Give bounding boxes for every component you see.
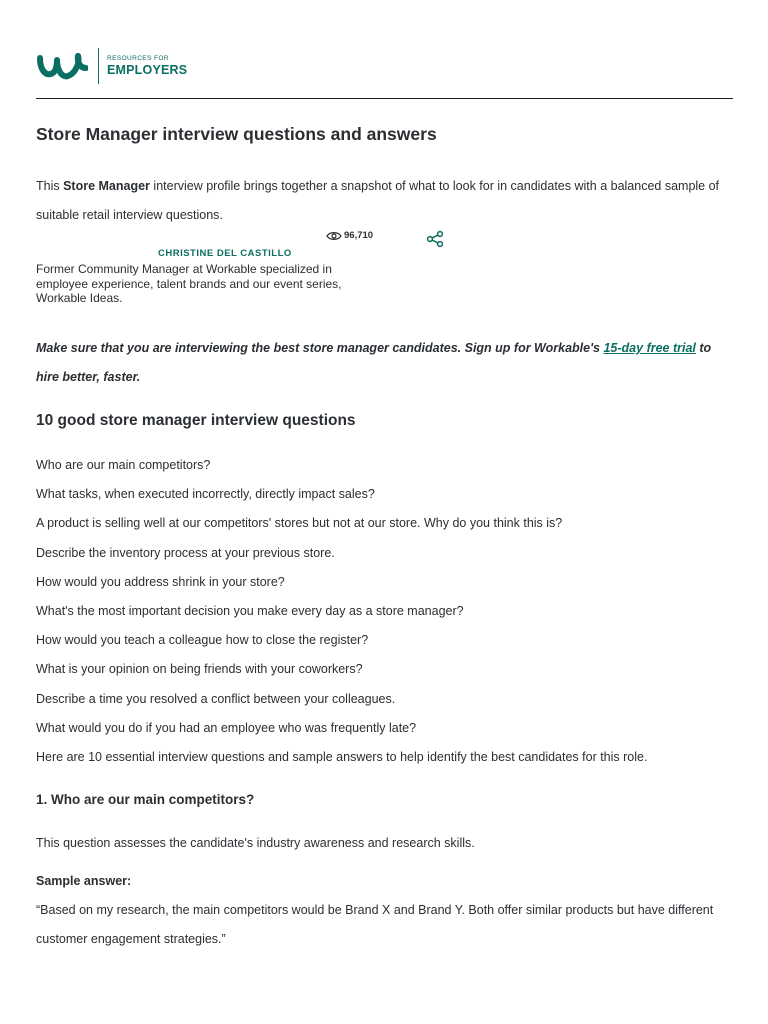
view-count-value: 96,710 xyxy=(344,230,374,241)
intro-suffix: interview profile brings together a snapshot of what to look for in candidates with a balanced sample of suitable retail interview questions. xyxy=(36,179,720,222)
question-list xyxy=(36,451,736,772)
sample-answer-label: Sample answer: xyxy=(36,874,132,888)
list-item: How would you address shrink in your store? xyxy=(36,574,285,589)
header-divider xyxy=(36,98,733,99)
list-item: How would you teach a colleague how to close the register? xyxy=(36,633,369,648)
brand-small-label: RESOURCES FOR xyxy=(107,55,169,62)
section1-assessment: This question assesses the candidate's industry awareness and research skills. xyxy=(36,836,475,850)
page-title: Store Manager interview questions and answers xyxy=(36,124,437,144)
brand-big-label: EMPLOYERS xyxy=(107,63,188,77)
list-item: A product is selling well at our competitors' stores but not at our store. Why do you think this is? xyxy=(36,516,563,531)
eye-icon xyxy=(326,231,342,241)
trial-cta xyxy=(36,334,736,392)
workable-w-icon[interactable] xyxy=(36,48,88,84)
questions-heading: 10 good store manager interview questions xyxy=(36,412,356,429)
sample-answer-text: “Based on my research, the main competitors would be Brand X and Brand Y. Both offer similar products but have different customer engagement strategies.” xyxy=(36,903,714,946)
cta-prefix: Make sure that you are interviewing the best store manager candidates. Sign up for Workable's xyxy=(36,341,604,355)
intro-prefix: This xyxy=(36,179,64,193)
share-icon[interactable] xyxy=(426,230,444,248)
list-item: Here are 10 essential interview questions and sample answers to help identify the best candidates for this role. xyxy=(36,750,648,765)
author-meta xyxy=(36,228,456,308)
list-item: Describe the inventory process at your previous store. xyxy=(36,545,335,560)
author-name[interactable]: CHRISTINE DEL CASTILLO xyxy=(158,248,292,259)
logo-divider xyxy=(98,48,99,84)
list-item: What would you do if you had an employee who was frequently late? xyxy=(36,720,417,735)
list-item: What tasks, when executed incorrectly, directly impact sales? xyxy=(36,487,375,502)
free-trial-link[interactable]: 15-day free trial xyxy=(603,341,696,355)
list-item: What's the most important decision you make every day as a store manager? xyxy=(36,604,464,619)
brand-wordmark[interactable] xyxy=(107,55,187,77)
author-bio: Former Community Manager at Workable specialized in employee experience, talent brands and our event series, Workable Ideas. xyxy=(36,262,342,305)
intro-paragraph xyxy=(36,172,736,230)
intro-bold: Store Manager xyxy=(63,179,150,193)
list-item: Who are our main competitors? xyxy=(36,458,211,472)
list-item: Describe a time you resolved a conflict between your colleagues. xyxy=(36,691,396,706)
site-header xyxy=(36,46,187,86)
cta-suffix: to hire better, faster. xyxy=(36,341,712,384)
list-item: What is your opinion on being friends with your coworkers? xyxy=(36,662,363,677)
view-count xyxy=(326,230,373,241)
section1-heading: 1. Who are our main competitors? xyxy=(36,792,255,807)
